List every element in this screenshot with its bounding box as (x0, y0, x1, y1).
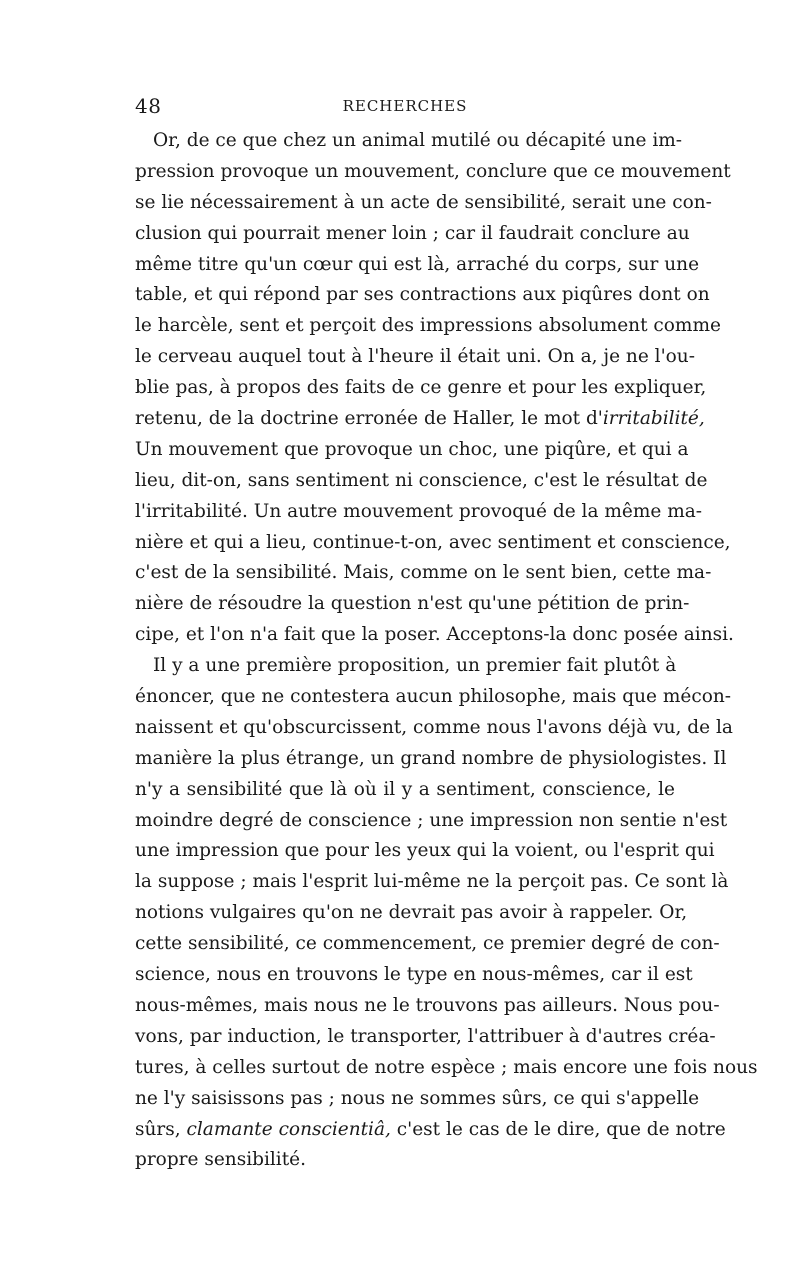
text-line: tures, à celles surtout de notre espèce ; mais encore une fois nous (135, 1056, 758, 1078)
text-run: c'est le cas de le dire, que de notre (390, 1118, 726, 1140)
text-run: sûrs, (135, 1118, 187, 1140)
text-line: énoncer, que ne contestera aucun philosophe, mais que mécon- (135, 686, 732, 708)
text-line: pression provoque un mouvement, conclure que ce mouvement (135, 160, 731, 182)
text-line: se lie nécessairement à un acte de sensibilité, serait une con- (135, 191, 712, 213)
text-line: nous-mêmes, mais nous ne le trouvons pas ailleurs. Nous pou- (135, 994, 720, 1016)
text-line: table, et qui répond par ses contractions aux piqûres dont on (135, 284, 710, 306)
text-line: cipe, et l'on n'a fait que la poser. Acceptons-la donc posée ainsi. (135, 624, 734, 646)
text-line: n'y a sensibilité que là où il y a sentiment, conscience, le (135, 778, 675, 800)
text-line: moindre degré de conscience ; une impression non sentie n'est (135, 809, 728, 831)
text-line: c'est de la sensibilité. Mais, comme on le sent bien, cette ma- (135, 562, 712, 584)
text-line: notions vulgaires qu'on ne devrait pas avoir à rappeler. Or, (135, 902, 688, 924)
text-line (135, 1115, 726, 1146)
text-line: cette sensibilité, ce commencement, ce premier degré de con- (135, 933, 720, 955)
text-line: l'irritabilité. Un autre mouvement provoqué de la même ma- (135, 500, 703, 522)
text-run: retenu, de la doctrine erronée de Haller, le mot d' (135, 408, 603, 430)
body-text (135, 126, 758, 1176)
text-line: propre sensibilité. (135, 1149, 306, 1171)
text-line (135, 404, 705, 435)
text-line: Un mouvement que provoque un choc, une piqûre, et qui a (135, 438, 689, 460)
running-head: RECHERCHES (342, 97, 468, 115)
page-header (135, 94, 675, 120)
text-line: la suppose ; mais l'esprit lui-même ne la perçoit pas. Ce sont là (135, 871, 729, 893)
text-line: ne l'y saisissons pas ; nous ne sommes sûrs, ce qui s'appelle (135, 1087, 700, 1109)
text-line: vons, par induction, le transporter, l'attribuer à d'autres créa- (135, 1025, 716, 1047)
text-line: même titre qu'un cœur qui est là, arraché du corps, sur une (135, 253, 700, 275)
text-line: le harcèle, sent et perçoit des impressions absolument comme (135, 315, 721, 337)
text-line: lieu, dit-on, sans sentiment ni conscience, c'est le résultat de (135, 469, 708, 491)
text-line: naissent et qu'obscurcissent, comme nous l'avons déjà vu, de la (135, 716, 733, 738)
text-line: blie pas, à propos des faits de ce genre et pour les expliquer, (135, 377, 707, 399)
text-line: le cerveau auquel tout à l'heure il était uni. On a, je ne l'ou- (135, 346, 695, 368)
text-line: manière la plus étrange, un grand nombre de physiologistes. Il (135, 747, 727, 769)
text-line: science, nous en trouvons le type en nous-mêmes, car il est (135, 964, 693, 986)
text-line: une impression que pour les yeux qui la voient, ou l'esprit qui (135, 840, 715, 862)
page-number: 48 (135, 94, 162, 118)
italic-text-run: clamante conscientiâ, (186, 1118, 391, 1140)
text-line: nière et qui a lieu, continue-t-on, avec sentiment et conscience, (135, 531, 731, 553)
text-line: clusion qui pourrait mener loin ; car il faudrait conclure au (135, 222, 690, 244)
text-line: nière de résoudre la question n'est qu'une pétition de prin- (135, 593, 690, 615)
italic-text-run: irritabilité, (602, 408, 705, 430)
text-line: Il y a une première proposition, un premier fait plutôt à (153, 655, 677, 677)
text-line: Or, de ce que chez un animal mutilé ou décapité une im- (153, 130, 683, 151)
